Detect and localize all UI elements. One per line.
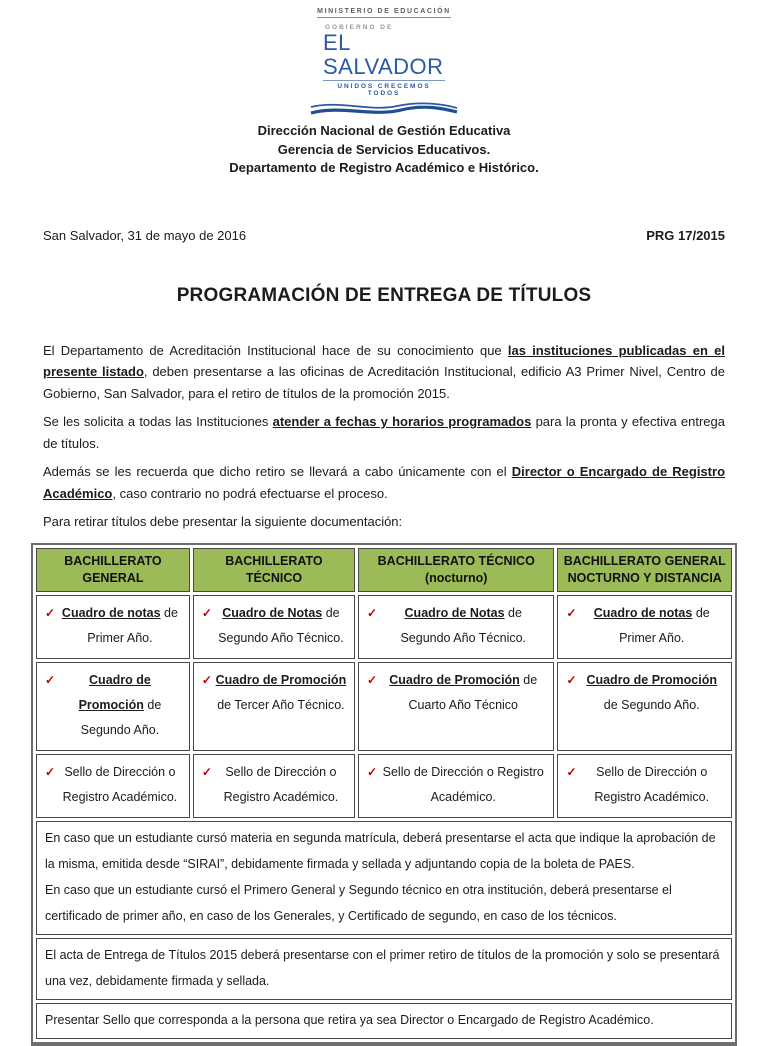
p3-pre: Además se les recuerda que dicho retiro se llevará a cabo únicamente con el bbox=[43, 464, 512, 479]
cell-sello-general bbox=[36, 754, 190, 818]
cell-text: de Primer Año. bbox=[619, 605, 710, 645]
checkmark-icon: ✓ bbox=[201, 605, 212, 620]
checkmark-icon: ✓ bbox=[45, 605, 56, 620]
wave-icon bbox=[309, 100, 459, 117]
cell-emphasis: Cuadro de Promoción bbox=[389, 672, 520, 687]
checkmark-icon: ✓ bbox=[367, 605, 378, 620]
cell-promocion-general-nocturno bbox=[557, 662, 732, 751]
checkmark-icon: ✓ bbox=[201, 764, 212, 779]
cell-emphasis: Cuadro de Promoción bbox=[215, 672, 347, 687]
p1-post: , deben presentarse a las oficinas de Acreditación Institucional, edificio A3 Primer Nivel, Centro de Gobierno, San Salvador, para el retiro de títulos de la promoción 2015. bbox=[43, 364, 726, 401]
table-note-row-3 bbox=[36, 1003, 732, 1039]
logo-country-text: EL SALVADOR bbox=[323, 30, 444, 79]
org-line-3: Departamento de Registro Académico e Histórico. bbox=[229, 160, 539, 175]
cell-text: de Segundo Año Técnico. bbox=[218, 605, 344, 645]
cell-emphasis: Cuadro de notas bbox=[61, 605, 161, 620]
col-header-line: BACHILLERATO bbox=[64, 553, 162, 568]
requirements-table-wrap bbox=[31, 543, 737, 1046]
col-header-line: BACHILLERATO TÉCNICO bbox=[377, 553, 535, 568]
table-row-cuadro-notas bbox=[36, 595, 732, 659]
column-header-bachillerato-tecnico-nocturno bbox=[358, 548, 554, 592]
cell-text: de Segundo Año. bbox=[603, 697, 700, 712]
checkmark-icon: ✓ bbox=[566, 672, 577, 687]
cell-promocion-tecnico bbox=[193, 662, 355, 751]
p2-post: para la pronta y efectiva entrega de títulos. bbox=[43, 414, 725, 451]
org-header bbox=[0, 122, 768, 178]
checkmark-icon: ✓ bbox=[45, 764, 56, 779]
column-header-bachillerato-general-nocturno bbox=[557, 548, 732, 592]
cell-text: Sello de Dirección o Registro Académico. bbox=[62, 764, 178, 804]
ministry-logo bbox=[0, 0, 768, 117]
cell-notas-tecnico-nocturno bbox=[358, 595, 554, 659]
p2-emphasis: atender a fechas y horarios programados bbox=[272, 414, 532, 429]
cell-sello-tecnico-nocturno bbox=[358, 754, 554, 818]
checkmark-icon: ✓ bbox=[45, 672, 56, 687]
paragraph-3 bbox=[43, 461, 725, 504]
col-header-line: NOCTURNO Y DISTANCIA bbox=[567, 570, 722, 585]
cell-text: Sello de Dirección o Registro Académico. bbox=[223, 764, 339, 804]
column-header-bachillerato-general bbox=[36, 548, 190, 592]
note-text: En caso que un estudiante cursó materia en segunda matrícula, deberá presentarse el acta que indique la aprobación de la misma, emitida desde “SIRAI”, debidamente firmada y sellada y adjuntando copia de la boleta de PAES. bbox=[45, 830, 716, 871]
cell-sello-tecnico bbox=[193, 754, 355, 818]
reference-number: PRG 17/2015 bbox=[646, 227, 725, 243]
table-header-row bbox=[36, 548, 732, 592]
logo-gobierno-text: GOBIERNO DE bbox=[325, 24, 394, 31]
org-line-1: Dirección Nacional de Gestión Educativa bbox=[257, 123, 511, 138]
cell-text: de Primer Año. bbox=[87, 605, 178, 645]
col-header-line: (nocturno) bbox=[424, 570, 488, 585]
cell-text: de Segundo Año. bbox=[80, 697, 162, 737]
cell-emphasis: Cuadro de Promoción bbox=[78, 672, 151, 712]
cell-emphasis: Cuadro de Notas bbox=[222, 605, 323, 620]
checkmark-icon: ✓ bbox=[201, 672, 212, 687]
cell-emphasis: Cuadro de notas bbox=[593, 605, 693, 620]
paragraph-4: Para retirar títulos debe presentar la siguiente documentación: bbox=[43, 514, 403, 529]
p3-emphasis: Director o Encargado de Registro Académico bbox=[43, 464, 726, 501]
note-text: El acta de Entrega de Títulos 2015 deberá presentarse con el primer retiro de títulos de la promoción y solo se presentará una vez, debidamente firmada y sellada. bbox=[45, 947, 720, 988]
cell-promocion-tecnico-nocturno bbox=[358, 662, 554, 751]
logo-motto-text: UNIDOS CRECEMOS TODOS bbox=[323, 80, 445, 97]
paragraph-2 bbox=[43, 411, 725, 454]
col-header-line: BACHILLERATO TÉCNICO bbox=[225, 553, 323, 585]
col-header-line: GENERAL bbox=[82, 570, 144, 585]
cell-text: de Tercer Año Técnico. bbox=[217, 697, 345, 712]
cell-text: de Segundo Año Técnico. bbox=[400, 605, 527, 645]
logo-ministry-text: MINISTERIO DE EDUCACIÓN bbox=[317, 8, 451, 18]
p1-pre: El Departamento de Acreditación Institucional hace de su conocimiento que bbox=[43, 342, 508, 358]
table-note-row-1 bbox=[36, 821, 732, 935]
p3-post: , caso contrario no podrá efectuarse el proceso. bbox=[112, 485, 388, 501]
cell-text: de Cuarto Año Técnico bbox=[408, 672, 538, 712]
note-text: En caso que un estudiante cursó el Primero General y Segundo técnico en otra institución, deberá presentarse el certificado de primer año, en caso de los Generales, y Certificado de segundo, en caso de los técnicos. bbox=[45, 882, 672, 923]
p1-emphasis: las instituciones publicadas en el presente listado bbox=[43, 342, 725, 379]
cell-notas-tecnico bbox=[193, 595, 355, 659]
cell-text: Sello de Dirección o Registro Académico. bbox=[594, 764, 710, 804]
cell-promocion-general bbox=[36, 662, 190, 751]
note-segunda-matricula bbox=[36, 821, 732, 935]
col-header-line: BACHILLERATO GENERAL bbox=[563, 553, 726, 568]
date-reference-row bbox=[0, 228, 768, 243]
table-row-sello bbox=[36, 754, 732, 818]
note-acta-entrega bbox=[36, 938, 732, 1000]
paragraph-1 bbox=[43, 340, 725, 405]
org-line-2: Gerencia de Servicios Educativos. bbox=[277, 141, 491, 157]
document-title: PROGRAMACIÓN DE ENTREGA DE TÍTULOS bbox=[176, 284, 592, 306]
checkmark-icon: ✓ bbox=[566, 605, 577, 620]
checkmark-icon: ✓ bbox=[367, 764, 378, 779]
cell-sello-general-nocturno bbox=[557, 754, 732, 818]
cell-emphasis: Cuadro de Notas bbox=[404, 605, 505, 620]
table-row-cuadro-promocion bbox=[36, 662, 732, 751]
checkmark-icon: ✓ bbox=[367, 672, 378, 687]
cell-notas-general bbox=[36, 595, 190, 659]
column-header-bachillerato-tecnico bbox=[193, 548, 355, 592]
cell-emphasis: Cuadro de Promoción bbox=[586, 672, 718, 687]
p2-pre: Se les solicita a todas las Instituciones bbox=[43, 414, 273, 429]
cell-text: Sello de Dirección o Registro Académico. bbox=[382, 764, 544, 804]
note-text: Presentar Sello que corresponda a la persona que retira ya sea Director o Encargado de Registro Académico. bbox=[45, 1012, 654, 1027]
place-date: San Salvador, 31 de mayo de 2016 bbox=[43, 227, 247, 243]
table-note-row-2 bbox=[36, 938, 732, 1000]
note-presentar-sello bbox=[36, 1003, 732, 1039]
cell-notas-general-nocturno bbox=[557, 595, 732, 659]
logo-core bbox=[323, 24, 445, 97]
requirements-table bbox=[31, 543, 737, 1046]
body-text bbox=[0, 340, 768, 533]
checkmark-icon: ✓ bbox=[566, 764, 577, 779]
